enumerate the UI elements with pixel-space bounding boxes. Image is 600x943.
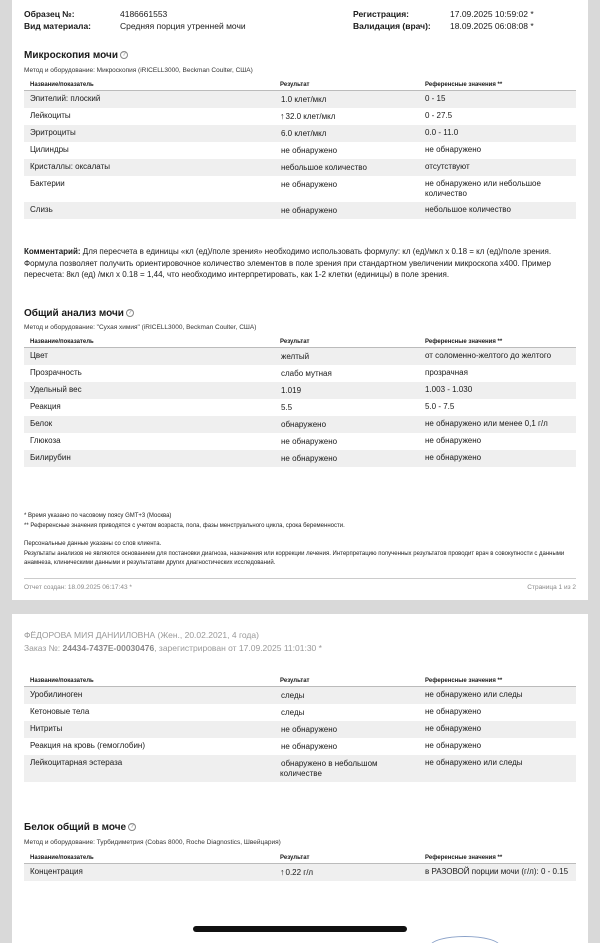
- row-result: [274, 864, 419, 882]
- row-reference: не обнаружено: [425, 741, 482, 750]
- result-value: слабо мутная: [281, 369, 332, 378]
- row-result: [274, 176, 419, 202]
- col-reference-header: Референсные значения **: [419, 337, 576, 348]
- row-result: [274, 125, 419, 142]
- table-row: [24, 738, 576, 755]
- page-number: Страница 1 из 2: [527, 584, 576, 591]
- col-name-header: Название/показатель: [24, 853, 274, 864]
- protein-title: [24, 822, 136, 833]
- high-flag-icon: ↑: [280, 867, 285, 877]
- row-result: [274, 721, 419, 738]
- result-value: следы: [281, 708, 305, 717]
- general-rows: [24, 348, 576, 468]
- result-value: не обнаружено: [281, 437, 338, 446]
- result-value: 6.0 клет/мкл: [281, 129, 327, 138]
- row-result: [274, 382, 419, 399]
- row-result: [274, 348, 419, 366]
- table-row: [24, 687, 576, 705]
- table-row: [24, 433, 576, 450]
- result-value: 1.019: [281, 386, 302, 395]
- registration-label: Регистрация:: [353, 9, 410, 19]
- row-name: Лейкоцитарная эстераза: [24, 755, 274, 782]
- result-value: не обнаружено: [281, 146, 338, 155]
- col-result-header: Результат: [274, 853, 419, 864]
- row-reference: в РАЗОВОЙ порции мочи (г/л): 0 - 0.15: [419, 864, 576, 882]
- row-result: [274, 399, 419, 416]
- sample-value: 4186661553: [120, 9, 168, 19]
- table-row: [24, 202, 576, 219]
- microscopy-table: [24, 80, 576, 219]
- table-row: [24, 91, 576, 109]
- table-row: [24, 399, 576, 416]
- row-reference: не обнаружено: [419, 450, 576, 467]
- row-result: [274, 704, 419, 721]
- table-header-row: [24, 80, 576, 91]
- row-name: Цилиндры: [30, 145, 69, 154]
- general-table: [24, 337, 576, 467]
- validation-value: 18.09.2025 06:08:08 *: [450, 21, 534, 31]
- general-table-continued: [24, 676, 576, 782]
- table-row: [24, 416, 576, 433]
- row-reference: не обнаружено: [425, 707, 482, 716]
- row-name: Прозрачность: [30, 368, 82, 377]
- result-value: не обнаружено: [281, 742, 338, 751]
- col-name-header: Название/показатель: [24, 337, 274, 348]
- row-name: Эритроциты: [24, 125, 274, 142]
- order-suffix: , зарегистрирован от 17.09.2025 11:01:30 *: [154, 643, 322, 653]
- row-reference: прозрачная: [425, 368, 468, 377]
- row-reference: 0 - 15: [419, 91, 576, 109]
- row-reference: не обнаружено: [425, 145, 482, 154]
- protein-method: Метод и оборудование: Турбидиметрия (Cobas 8000, Roche Diagnostics, Швейцария): [24, 839, 281, 846]
- order-info: [24, 643, 322, 653]
- protein-rows: [24, 864, 576, 882]
- general-analysis-title: [24, 308, 134, 319]
- sample-label: Образец №:: [24, 9, 75, 19]
- result-value: 0.22 г/л: [285, 868, 314, 877]
- microscopy-title: [24, 50, 128, 61]
- row-result: [274, 142, 419, 159]
- row-result: [274, 687, 419, 705]
- row-result: [274, 91, 419, 109]
- row-result: [274, 433, 419, 450]
- report-page-1: [12, 0, 588, 600]
- patient-info: ФЁДОРОВА МИЯ ДАНИИЛОВНА (Жен., 20.02.2021, 4 года): [24, 630, 259, 640]
- col-result-header: Результат: [274, 676, 419, 687]
- col-name-header: Название/показатель: [24, 80, 274, 91]
- result-value: 32.0 клет/мкл: [285, 112, 336, 121]
- reference-footnote: ** Референсные значения приводятся с учетом возраста, пола, фазы менструального цикла, срока беременности.: [24, 523, 345, 529]
- footer-divider: [24, 578, 576, 579]
- row-result: [274, 738, 419, 755]
- result-value: 5.5: [281, 403, 293, 412]
- comment-text: Для пересчета в единицы «кл (ед)/поле зрения» необходимо использовать формулу: кл (ед)/мкл x 0.18 = кл (ед)/поле зрения. Формула позволяет получить ориентировочное количество элементов в поле зрения при стандартном увеличении микроскопа x400. Пример пересчета: 8кл (ед) /мкл x 0.18 = 1,44, что необходимо интерпретировать, как 1-2 клетки (единицы) в поле зрения.: [24, 247, 552, 279]
- general-continued-rows: [24, 687, 576, 783]
- row-name: Эпителий: плоский: [24, 91, 274, 109]
- registration: [353, 8, 409, 20]
- material-label: Вид материала:: [24, 21, 92, 31]
- row-name: Кристаллы: оксалаты: [24, 159, 274, 176]
- microscopy-comment: [24, 246, 576, 281]
- row-reference: 5.0 - 7.5: [425, 402, 455, 411]
- row-reference: не обнаружено или следы: [419, 687, 576, 705]
- row-reference: от соломенно-желтого до желтого: [419, 348, 576, 366]
- row-result: [274, 108, 419, 125]
- row-name: Удельный вес: [24, 382, 274, 399]
- row-result: [274, 202, 419, 219]
- microscopy-method: Метод и оборудование: Микроскопия (iRICELL3000, Beckman Coulter, США): [24, 67, 253, 74]
- result-value: обнаружено в небольшом количестве: [280, 759, 378, 778]
- table-row: [24, 348, 576, 366]
- high-flag-icon: ↑: [280, 111, 285, 121]
- row-name: Нитриты: [24, 721, 274, 738]
- row-name: Слизь: [24, 202, 274, 219]
- table-row: [24, 450, 576, 467]
- row-reference: 0.0 - 11.0: [419, 125, 576, 142]
- row-name: Уробилиноген: [24, 687, 274, 705]
- comment-label: Комментарий:: [24, 247, 81, 256]
- table-row: [24, 864, 576, 882]
- table-row: [24, 108, 576, 125]
- table-header-row: [24, 337, 576, 348]
- microscopy-title-text: Микроскопия мочи: [24, 50, 118, 61]
- row-reference: не обнаружено или менее 0,1 г/л: [419, 416, 576, 433]
- row-result: [274, 365, 419, 382]
- row-reference: не обнаружено или следы: [419, 755, 576, 782]
- row-name: Кетоновые тела: [30, 707, 90, 716]
- microscopy-rows: [24, 91, 576, 220]
- order-number: 24434-7437E-00030476: [62, 643, 155, 653]
- table-header-row: [24, 676, 576, 687]
- row-reference: не обнаружено: [419, 721, 576, 738]
- personal-data-note: Персональные данные указаны со слов клиента.: [24, 541, 162, 547]
- validation: [353, 20, 431, 32]
- help-icon[interactable]: ?: [120, 51, 128, 59]
- time-footnote: * Время указано по часовому поясу GMT+3 (Москва): [24, 513, 172, 519]
- col-reference-header: Референсные значения **: [419, 853, 576, 864]
- row-name: Бактерии: [30, 179, 65, 188]
- protein-title-text: Белок общий в моче: [24, 822, 127, 833]
- result-value: не обнаружено: [281, 180, 338, 189]
- row-reference: небольшое количество: [419, 202, 576, 219]
- disclaimer: Результаты анализов не являются основанием для постановки диагноза, назначения или коррекции лечения. Интерпретацию полученных результатов проводит врач в совокупности с данными анамнеза, клиническими данными и результатами других диагностических исследований.: [24, 551, 565, 566]
- col-result-header: Результат: [274, 80, 419, 91]
- result-value: небольшое количество: [281, 163, 367, 172]
- order-prefix: Заказ №:: [24, 643, 63, 653]
- report-page-2: [12, 614, 588, 943]
- table-row: [24, 125, 576, 142]
- table-row: [24, 159, 576, 176]
- table-row: [24, 755, 576, 782]
- table-row: [24, 382, 576, 399]
- row-reference: не обнаружено или небольшое количество: [425, 179, 541, 198]
- table-row: [24, 721, 576, 738]
- row-reference: не обнаружено: [425, 436, 482, 445]
- row-result: [274, 755, 419, 782]
- row-name: Концентрация: [24, 864, 274, 882]
- material-value: Средняя порция утренней мочи: [120, 21, 246, 31]
- row-result: [274, 416, 419, 433]
- table-row: [24, 142, 576, 159]
- table-header-row: [24, 853, 576, 864]
- row-name: Билирубин: [24, 450, 274, 467]
- sample-number: [24, 8, 75, 20]
- help-icon[interactable]: ?: [128, 823, 136, 831]
- material-type: [24, 20, 91, 32]
- registration-value: 17.09.2025 10:59:02 *: [450, 9, 534, 19]
- col-result-header: Результат: [274, 337, 419, 348]
- result-value: 1.0 клет/мкл: [281, 95, 327, 104]
- row-reference: 1.003 - 1.030: [419, 382, 576, 399]
- protein-table: [24, 853, 576, 881]
- row-reference: 0 - 27.5: [425, 111, 453, 120]
- row-name: Лейкоциты: [30, 111, 71, 120]
- row-name: Реакция: [30, 402, 61, 411]
- help-icon[interactable]: ?: [126, 309, 134, 317]
- report-created: Отчет создан: 18.09.2025 06:17:43 *: [24, 584, 132, 591]
- table-row: [24, 176, 576, 202]
- row-name: Реакция на кровь (гемоглобин): [30, 741, 146, 750]
- row-name: Цвет: [24, 348, 274, 366]
- general-title-text: Общий анализ мочи: [24, 308, 124, 319]
- col-reference-header: Референсные значения **: [419, 676, 576, 687]
- result-value: следы: [281, 691, 305, 700]
- validation-label: Валидация (врач):: [353, 21, 431, 31]
- row-name: Белок: [24, 416, 274, 433]
- result-value: не обнаружено: [281, 454, 338, 463]
- col-reference-header: Референсные значения **: [419, 80, 576, 91]
- result-value: не обнаружено: [281, 206, 338, 215]
- result-value: обнаружено: [281, 420, 327, 429]
- result-value: не обнаружено: [281, 725, 338, 734]
- result-value: желтый: [281, 352, 310, 361]
- row-result: [274, 159, 419, 176]
- home-indicator[interactable]: [193, 926, 407, 932]
- row-reference: отсутствуют: [419, 159, 576, 176]
- table-row: [24, 704, 576, 721]
- general-method: Метод и оборудование: "Сухая химия" (iRICELL3000, Beckman Coulter, США): [24, 324, 257, 331]
- row-name: Глюкоза: [30, 436, 61, 445]
- table-row: [24, 365, 576, 382]
- row-result: [274, 450, 419, 467]
- col-name-header: Название/показатель: [24, 676, 274, 687]
